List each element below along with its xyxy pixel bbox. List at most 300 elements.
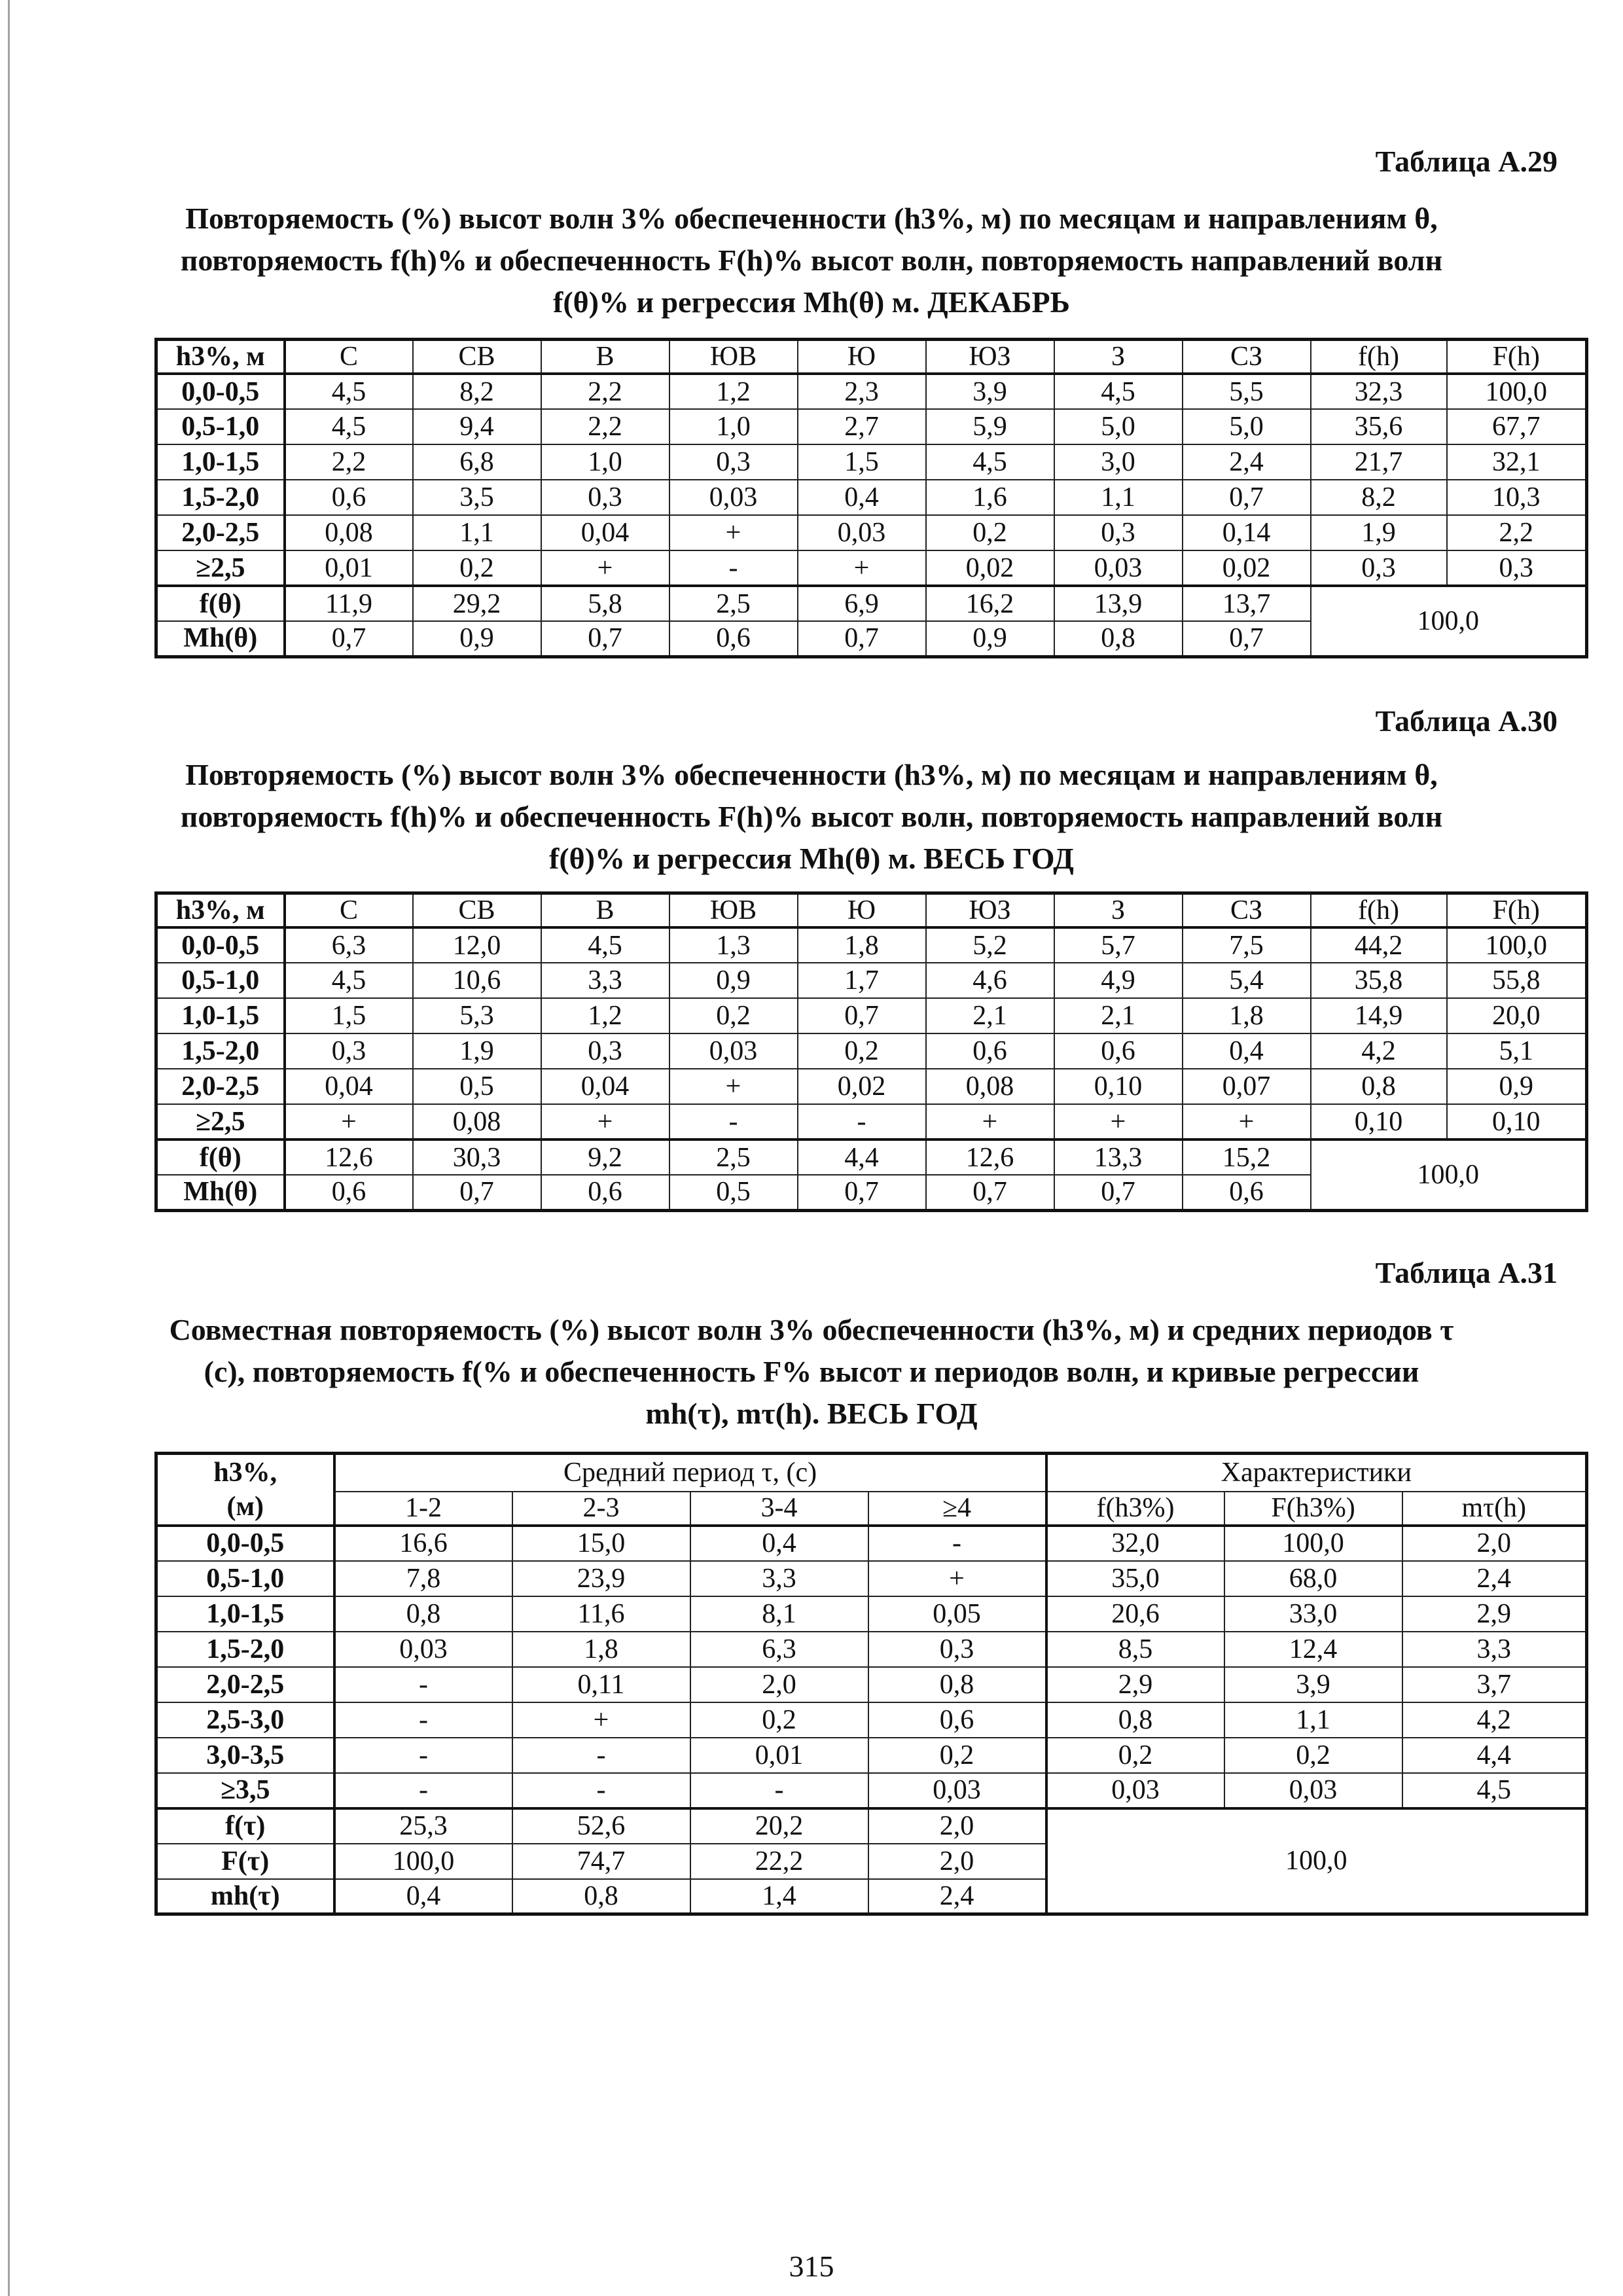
table-row: [156, 374, 1587, 409]
caption-line: mh(τ), mτ(h). ВЕСЬ ГОД: [645, 1397, 978, 1430]
table-row: [156, 550, 1587, 586]
table-cell: 0,2: [926, 515, 1054, 550]
table-cell: 0,8: [1046, 1702, 1224, 1738]
row-label: 0,5-1,0: [156, 963, 285, 998]
row-label: 2,5-3,0: [156, 1702, 334, 1738]
table-cell: 4,4: [1402, 1738, 1587, 1773]
table-cell: 0,9: [413, 621, 541, 656]
table-cell: 0,3: [285, 1033, 413, 1069]
header-cell: mτ(h): [1402, 1492, 1587, 1526]
header-cell: З: [1054, 340, 1183, 374]
table-cell: 7,5: [1183, 927, 1311, 963]
header-cell: СЗ: [1183, 893, 1311, 928]
table-row: [156, 1069, 1587, 1104]
group-header-characteristics: Характеристики: [1046, 1454, 1587, 1492]
row-label: 2,0-2,5: [156, 1667, 334, 1702]
table-cell: -: [868, 1526, 1046, 1561]
header-cell: f(h): [1311, 340, 1447, 374]
table-cell: 0,6: [669, 621, 798, 656]
table-cell: 0,6: [868, 1702, 1046, 1738]
table-cell: 2,2: [1447, 515, 1587, 550]
table-cell: 0,3: [1311, 550, 1447, 586]
table-cell: 6,8: [413, 444, 541, 480]
table-cell: 0,9: [1447, 1069, 1587, 1104]
table-cell: 35,0: [1046, 1561, 1224, 1596]
header-cell: h3%, м: [156, 340, 285, 374]
table-cell: 4,5: [926, 444, 1054, 480]
table-cell: 1,9: [413, 1033, 541, 1069]
f-theta-row: [156, 586, 1587, 621]
table-a31-label: Таблица А.31: [1375, 1256, 1558, 1289]
table-row: [156, 1104, 1587, 1139]
table-cell: -: [334, 1738, 512, 1773]
table-row: [156, 927, 1587, 963]
table-cell: 10,3: [1447, 480, 1587, 515]
table-row: [156, 1596, 1587, 1632]
table-cell: 1,5: [798, 444, 926, 480]
total-cell: 100,0: [1311, 586, 1587, 656]
table-a29-label: Таблица А.29: [1375, 145, 1558, 178]
table-cell: 13,3: [1054, 1139, 1183, 1175]
table-cell: +: [285, 1104, 413, 1139]
table-a30-caption: [157, 754, 1466, 880]
table-cell: 0,10: [1311, 1104, 1447, 1139]
table-cell: 8,5: [1046, 1632, 1224, 1667]
table-cell: 68,0: [1224, 1561, 1402, 1596]
table-cell: 0,2: [1046, 1738, 1224, 1773]
row-label: mh(τ): [156, 1879, 334, 1914]
table-cell: +: [541, 550, 669, 586]
table-cell: 0,03: [1224, 1773, 1402, 1808]
table-cell: 9,4: [413, 409, 541, 444]
table-cell: 0,2: [798, 1033, 926, 1069]
table-cell: 1,6: [926, 480, 1054, 515]
header-cell: 1-2: [334, 1492, 512, 1526]
table-cell: 100,0: [1224, 1526, 1402, 1561]
table-cell: 0,8: [334, 1596, 512, 1632]
table-cell: 15,0: [512, 1526, 690, 1561]
table-cell: 14,9: [1311, 998, 1447, 1033]
table-cell: 0,6: [1054, 1033, 1183, 1069]
header-cell: В: [541, 893, 669, 928]
table-cell: 0,4: [1183, 1033, 1311, 1069]
row-label: Mh(θ): [156, 621, 285, 656]
table-cell: 1,2: [541, 998, 669, 1033]
table-cell: 0,02: [1183, 550, 1311, 586]
table-cell: 0,4: [798, 480, 926, 515]
row-label: ≥2,5: [156, 550, 285, 586]
table-cell: 7,8: [334, 1561, 512, 1596]
table-cell: 25,3: [334, 1808, 512, 1844]
table-cell: 5,4: [1183, 963, 1311, 998]
table-cell: +: [868, 1561, 1046, 1596]
table-cell: 2,9: [1402, 1596, 1587, 1632]
table-cell: 4,2: [1311, 1033, 1447, 1069]
table-cell: 5,3: [413, 998, 541, 1033]
table-a30-label: Таблица А.30: [1375, 704, 1558, 738]
table-cell: 0,8: [512, 1879, 690, 1914]
corner-header-line: h3%,: [213, 1457, 277, 1488]
table-cell: 35,8: [1311, 963, 1447, 998]
table-cell: +: [541, 1104, 669, 1139]
table-row: [156, 1773, 1587, 1808]
table-cell: 5,0: [1183, 409, 1311, 444]
table-cell: 0,04: [285, 1069, 413, 1104]
header-cell: 3-4: [690, 1492, 868, 1526]
table-cell: 10,6: [413, 963, 541, 998]
table-cell: 2,2: [541, 409, 669, 444]
table-cell: 0,08: [926, 1069, 1054, 1104]
row-label: 1,0-1,5: [156, 444, 285, 480]
table-cell: 0,7: [1183, 480, 1311, 515]
table-cell: 2,3: [798, 374, 926, 409]
row-label: 1,0-1,5: [156, 1596, 334, 1632]
header-cell: С: [285, 340, 413, 374]
total-cell: 100,0: [1046, 1808, 1587, 1914]
table-cell: 35,6: [1311, 409, 1447, 444]
header-cell: З: [1054, 893, 1183, 928]
table-cell: +: [926, 1104, 1054, 1139]
table-cell: 100,0: [1447, 927, 1587, 963]
table-cell: 4,6: [926, 963, 1054, 998]
table-row: [156, 1667, 1587, 1702]
table-cell: 5,2: [926, 927, 1054, 963]
f-theta-row: [156, 1139, 1587, 1175]
corner-header-line: (м): [226, 1491, 264, 1522]
table-cell: 8,2: [1311, 480, 1447, 515]
table-row: [156, 1632, 1587, 1667]
table-cell: 4,5: [285, 963, 413, 998]
table-cell: 20,6: [1046, 1596, 1224, 1632]
table-cell: 4,5: [285, 409, 413, 444]
table-cell: 4,2: [1402, 1702, 1587, 1738]
table-cell: 0,01: [690, 1738, 868, 1773]
table-cell: 0,03: [798, 515, 926, 550]
table-cell: 1,2: [669, 374, 798, 409]
row-label: 1,0-1,5: [156, 998, 285, 1033]
row-label: Mh(θ): [156, 1175, 285, 1210]
table-a29-caption: [157, 198, 1466, 323]
table-cell: 1,1: [1054, 480, 1183, 515]
row-label: 2,0-2,5: [156, 515, 285, 550]
table-cell: 2,2: [285, 444, 413, 480]
table-cell: 2,0: [868, 1844, 1046, 1879]
table-cell: 74,7: [512, 1844, 690, 1879]
table-cell: 55,8: [1447, 963, 1587, 998]
table-cell: -: [798, 1104, 926, 1139]
table-cell: 2,9: [1046, 1667, 1224, 1702]
table-cell: -: [669, 1104, 798, 1139]
table-row: [156, 1033, 1587, 1069]
table-cell: 100,0: [1447, 374, 1587, 409]
table-cell: 5,0: [1054, 409, 1183, 444]
table-cell: 1,1: [413, 515, 541, 550]
table-cell: 32,3: [1311, 374, 1447, 409]
table-cell: 12,6: [285, 1139, 413, 1175]
header-cell: С: [285, 893, 413, 928]
table-a30: [154, 891, 1588, 1212]
header-cell: СВ: [413, 340, 541, 374]
table-row: [156, 998, 1587, 1033]
table-cell: 2,4: [1183, 444, 1311, 480]
table-cell: 3,9: [1224, 1667, 1402, 1702]
caption-line: f(θ)% и регрессия Mh(θ) м. ВЕСЬ ГОД: [549, 842, 1074, 875]
table-cell: 0,07: [1183, 1069, 1311, 1104]
table-cell: 1,8: [512, 1632, 690, 1667]
row-label: 0,5-1,0: [156, 409, 285, 444]
table-cell: 0,11: [512, 1667, 690, 1702]
table-a31: [154, 1452, 1588, 1916]
header-cell: f(h): [1311, 893, 1447, 928]
table-cell: 0,4: [334, 1879, 512, 1914]
table-cell: 6,3: [285, 927, 413, 963]
table-cell: 0,02: [798, 1069, 926, 1104]
table-cell: 16,6: [334, 1526, 512, 1561]
table-group-header-row: [156, 1454, 1587, 1492]
table-cell: 2,7: [798, 409, 926, 444]
table-cell: -: [334, 1702, 512, 1738]
table-cell: 3,5: [413, 480, 541, 515]
table-row: [156, 1526, 1587, 1561]
table-cell: 0,6: [1183, 1175, 1311, 1210]
table-cell: 0,5: [669, 1175, 798, 1210]
table-cell: 52,6: [512, 1808, 690, 1844]
table-cell: 29,2: [413, 586, 541, 621]
table-cell: 0,3: [1447, 550, 1587, 586]
table-cell: 11,9: [285, 586, 413, 621]
row-label: f(θ): [156, 1139, 285, 1175]
table-cell: 2,1: [1054, 998, 1183, 1033]
caption-line: Совместная повторяемость (%) высот волн 3% обеспеченности (h3%, м) и средних периодов τ: [169, 1313, 1454, 1346]
table-cell: 0,6: [926, 1033, 1054, 1069]
table-row: [156, 1561, 1587, 1596]
table-cell: -: [512, 1738, 690, 1773]
table-cell: 3,7: [1402, 1667, 1587, 1702]
table-cell: 0,7: [285, 621, 413, 656]
table-cell: 100,0: [334, 1844, 512, 1879]
table-cell: -: [690, 1773, 868, 1808]
header-cell: h3%, м: [156, 893, 285, 928]
table-cell: 12,0: [413, 927, 541, 963]
table-cell: 1,3: [669, 927, 798, 963]
table-cell: 9,2: [541, 1139, 669, 1175]
header-cell: СЗ: [1183, 340, 1311, 374]
table-cell: 1,1: [1224, 1702, 1402, 1738]
table-cell: 0,7: [541, 621, 669, 656]
table-cell: +: [512, 1702, 690, 1738]
table-cell: 0,7: [1054, 1175, 1183, 1210]
table-cell: 4,4: [798, 1139, 926, 1175]
table-cell: 20,2: [690, 1808, 868, 1844]
table-cell: 22,2: [690, 1844, 868, 1879]
table-cell: 0,2: [690, 1702, 868, 1738]
table-cell: 0,9: [669, 963, 798, 998]
header-cell: F(h3%): [1224, 1492, 1402, 1526]
table-cell: 2,0: [1402, 1526, 1587, 1561]
table-cell: 2,1: [926, 998, 1054, 1033]
caption-line: повторяемость f(h)% и обеспеченность F(h)% высот волн, повторяемость направлений волн: [180, 800, 1443, 833]
header-cell: ЮЗ: [926, 893, 1054, 928]
table-header-row: [156, 340, 1587, 374]
header-cell: ЮВ: [669, 340, 798, 374]
table-cell: 6,9: [798, 586, 926, 621]
table-cell: 67,7: [1447, 409, 1587, 444]
table-header-row: [156, 1492, 1587, 1526]
scan-binding-line: [8, 0, 10, 2296]
table-cell: 4,5: [285, 374, 413, 409]
header-cell: СВ: [413, 893, 541, 928]
table-cell: 3,3: [1402, 1632, 1587, 1667]
table-cell: 0,7: [1183, 621, 1311, 656]
total-cell: 100,0: [1311, 1139, 1587, 1210]
table-cell: 2,4: [1402, 1561, 1587, 1596]
table-cell: 1,7: [798, 963, 926, 998]
table-cell: 0,01: [285, 550, 413, 586]
table-cell: 32,0: [1046, 1526, 1224, 1561]
table-cell: -: [669, 550, 798, 586]
table-cell: 0,10: [1447, 1104, 1587, 1139]
table-cell: 23,9: [512, 1561, 690, 1596]
table-cell: 4,9: [1054, 963, 1183, 998]
table-cell: +: [669, 515, 798, 550]
caption-line: Повторяемость (%) высот волн 3% обеспеченности (h3%, м) по месяцам и направлениям θ,: [185, 758, 1438, 791]
row-label: f(τ): [156, 1808, 334, 1844]
table-cell: 44,2: [1311, 927, 1447, 963]
table-cell: 16,2: [926, 586, 1054, 621]
table-cell: 0,7: [798, 1175, 926, 1210]
table-cell: 13,9: [1054, 586, 1183, 621]
header-cell: 2-3: [512, 1492, 690, 1526]
table-cell: 0,3: [541, 1033, 669, 1069]
table-cell: 0,5: [413, 1069, 541, 1104]
table-cell: 2,0: [868, 1808, 1046, 1844]
table-cell: 3,0: [1054, 444, 1183, 480]
table-cell: 0,8: [1311, 1069, 1447, 1104]
table-cell: 5,9: [926, 409, 1054, 444]
table-cell: 11,6: [512, 1596, 690, 1632]
header-cell: В: [541, 340, 669, 374]
table-cell: 0,8: [868, 1667, 1046, 1702]
table-cell: +: [669, 1069, 798, 1104]
table-cell: 0,03: [868, 1773, 1046, 1808]
row-label: 3,0-3,5: [156, 1738, 334, 1773]
table-cell: 0,10: [1054, 1069, 1183, 1104]
table-cell: 21,7: [1311, 444, 1447, 480]
table-cell: 0,6: [285, 480, 413, 515]
table-cell: 0,2: [1224, 1738, 1402, 1773]
table-header-row: [156, 893, 1587, 928]
table-cell: 2,4: [868, 1879, 1046, 1914]
table-row: [156, 480, 1587, 515]
table-cell: 15,2: [1183, 1139, 1311, 1175]
table-row: [156, 963, 1587, 998]
row-label: 0,5-1,0: [156, 1561, 334, 1596]
table-cell: 0,3: [868, 1632, 1046, 1667]
table-row: [156, 1738, 1587, 1773]
table-cell: 4,5: [1402, 1773, 1587, 1808]
table-cell: 0,03: [334, 1632, 512, 1667]
table-cell: 1,4: [690, 1879, 868, 1914]
header-cell: F(h): [1447, 340, 1587, 374]
table-cell: 1,8: [798, 927, 926, 963]
row-label: 2,0-2,5: [156, 1069, 285, 1104]
table-cell: 0,02: [926, 550, 1054, 586]
table-cell: 0,3: [1054, 515, 1183, 550]
row-label: ≥3,5: [156, 1773, 334, 1808]
group-header-period: Средний период τ, (с): [334, 1454, 1046, 1492]
table-cell: 32,1: [1447, 444, 1587, 480]
table-cell: 0,2: [413, 550, 541, 586]
table-cell: 0,9: [926, 621, 1054, 656]
table-cell: 0,03: [669, 1033, 798, 1069]
table-cell: +: [798, 550, 926, 586]
table-cell: 3,9: [926, 374, 1054, 409]
table-row: [156, 1702, 1587, 1738]
row-label: 1,5-2,0: [156, 1033, 285, 1069]
table-cell: 2,2: [541, 374, 669, 409]
table-cell: 30,3: [413, 1139, 541, 1175]
table-cell: 5,8: [541, 586, 669, 621]
table-cell: 0,03: [1054, 550, 1183, 586]
table-cell: 0,3: [541, 480, 669, 515]
table-cell: +: [1183, 1104, 1311, 1139]
table-cell: 0,08: [285, 515, 413, 550]
table-cell: -: [512, 1773, 690, 1808]
table-cell: 0,08: [413, 1104, 541, 1139]
table-cell: 4,5: [541, 927, 669, 963]
table-cell: 0,4: [690, 1526, 868, 1561]
corner-header-cell: [156, 1454, 334, 1526]
table-cell: 20,0: [1447, 998, 1587, 1033]
table-cell: 1,5: [285, 998, 413, 1033]
table-cell: 1,0: [541, 444, 669, 480]
table-cell: 8,1: [690, 1596, 868, 1632]
page-number: 315: [789, 2250, 834, 2283]
table-cell: 33,0: [1224, 1596, 1402, 1632]
table-cell: 0,2: [868, 1738, 1046, 1773]
table-cell: 0,8: [1054, 621, 1183, 656]
table-cell: 0,3: [669, 444, 798, 480]
table-cell: 13,7: [1183, 586, 1311, 621]
row-label: 1,5-2,0: [156, 480, 285, 515]
header-cell: ≥4: [868, 1492, 1046, 1526]
row-label: 0,0-0,5: [156, 1526, 334, 1561]
table-cell: 0,7: [926, 1175, 1054, 1210]
row-label: f(θ): [156, 586, 285, 621]
table-a31-caption: [157, 1309, 1466, 1435]
header-cell: Ю: [798, 893, 926, 928]
table-cell: 0,14: [1183, 515, 1311, 550]
table-cell: 12,4: [1224, 1632, 1402, 1667]
table-cell: 0,2: [669, 998, 798, 1033]
table-cell: 1,9: [1311, 515, 1447, 550]
row-label: F(τ): [156, 1844, 334, 1879]
row-label: 0,0-0,5: [156, 374, 285, 409]
table-cell: 6,3: [690, 1632, 868, 1667]
table-cell: +: [1054, 1104, 1183, 1139]
table-row: [156, 515, 1587, 550]
table-cell: 5,1: [1447, 1033, 1587, 1069]
table-a29: [154, 338, 1588, 658]
table-cell: 1,8: [1183, 998, 1311, 1033]
table-cell: 2,5: [669, 1139, 798, 1175]
table-cell: 0,7: [798, 998, 926, 1033]
table-cell: 0,05: [868, 1596, 1046, 1632]
table-row: [156, 444, 1587, 480]
header-cell: ЮЗ: [926, 340, 1054, 374]
header-cell: f(h3%): [1046, 1492, 1224, 1526]
caption-line: f(θ)% и регрессия Mh(θ) м. ДЕКАБРЬ: [553, 285, 1070, 319]
